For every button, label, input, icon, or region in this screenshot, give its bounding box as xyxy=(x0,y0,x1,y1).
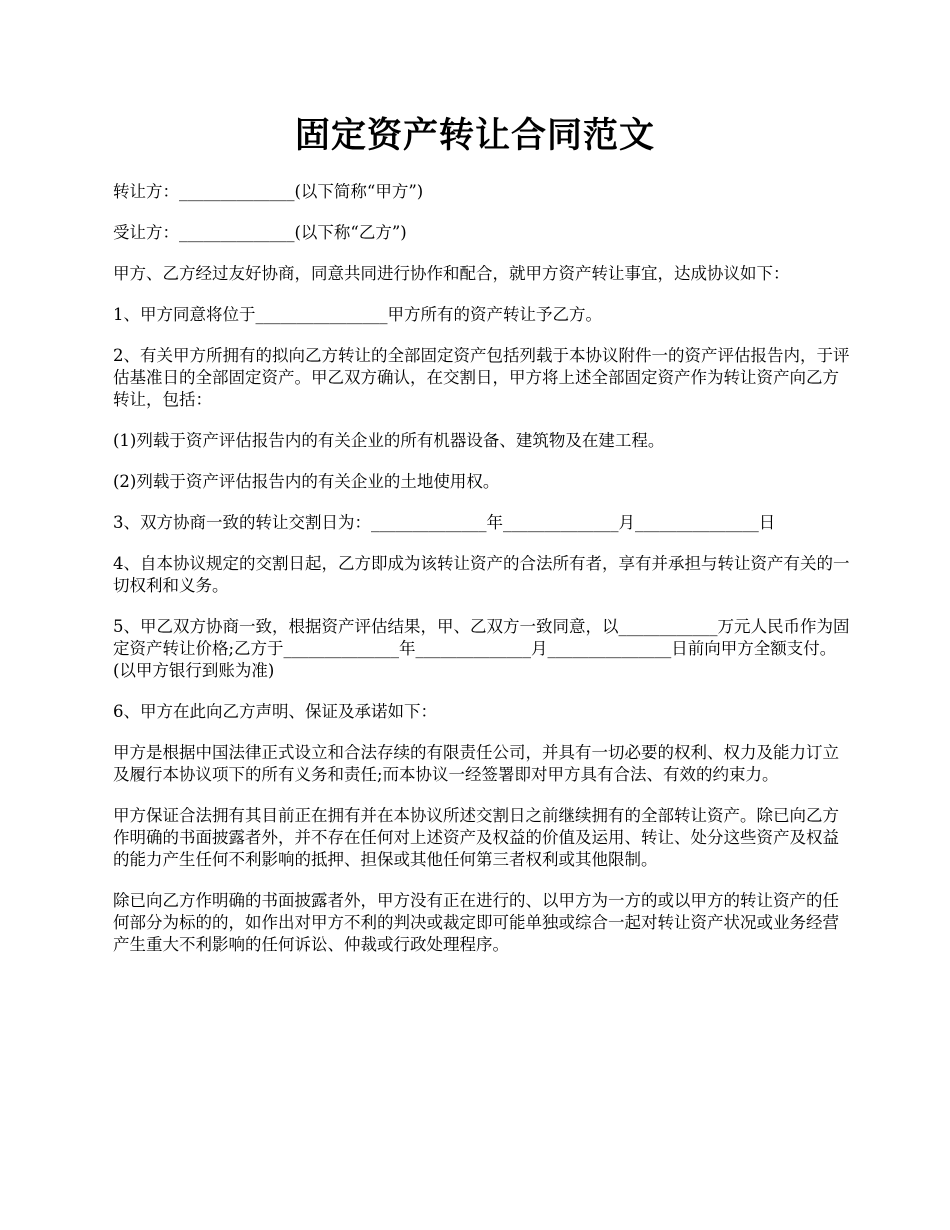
clause-6: 6、甲方在此向乙方声明、保证及承诺如下： xyxy=(113,702,437,721)
clause-2-item-1: (1)列载于资产评估报告内的有关企业的所有机器设备、建筑物及在建工程。 xyxy=(113,431,665,450)
preamble-paragraph: 甲方、乙方经过友好协商，同意共同进行协作和配合，就甲方资产转让事宜，达成协议如下： xyxy=(113,264,790,283)
clause-1: 1、甲方同意将位于________________甲方所有的资产转让予乙方。 xyxy=(113,305,602,324)
transferee-line: 受让方：______________(以下称“乙方”) xyxy=(113,223,407,242)
clause-2-item-2: (2)列载于资产评估报告内的有关企业的土地使用权。 xyxy=(113,472,500,491)
clause-6-statement-2: 甲方保证合法拥有其目前正在拥有并在本协议所述交割日之前继续拥有的全部转让资产。除已向乙方作明确的书面披露者外，并不存在任何对上述资产及权益的价值及运用、转让、处分这些资产及权益的能力产生任何不利影响的抵押、担保或其他任何第三者权利或其他限制。 xyxy=(113,806,839,869)
clause-5: 5、甲乙双方协商一致，根据资产评估结果，甲、乙双方一致同意，以____________万元人民币作为固定资产转让价格;乙方于______________年______________月_______________日前向甲方全额支付。(以甲方银行到账为准) xyxy=(113,617,850,680)
clause-6-statement-3: 除已向乙方作明确的书面披露者外，甲方没有正在进行的、以甲方为一方的或以甲方的转让资产的任何部分为标的的，如作出对甲方不利的判决或裁定即可能单独或综合一起对转让资产状况或业务经营产生重大不利影响的任何诉讼、仲裁或行政处理程序。 xyxy=(113,891,839,954)
document-body xyxy=(113,181,853,975)
transferor-line: 转让方：______________(以下简称“甲方”) xyxy=(113,182,424,201)
clause-4: 4、自本协议规定的交割日起，乙方即成为该转让资产的合法所有者，享有并承担与转让资产有关的一切权利和义务。 xyxy=(113,554,850,595)
clause-3: 3、双方协商一致的转让交割日为：______________年______________月_______________日 xyxy=(113,513,776,532)
clause-6-statement-1: 甲方是根据中国法律正式设立和合法存续的有限责任公司，并具有一切必要的权利、权力及能力订立及履行本协议项下的所有义务和责任;而本协议一经签署即对甲方具有合法、有效的约束力。 xyxy=(113,743,839,784)
clause-2: 2、有关甲方所拥有的拟向乙方转让的全部固定资产包括列载于本协议附件一的资产评估报告内，于评估基准日的全部固定资产。甲乙双方确认，在交割日，甲方将上述全部固定资产作为转让资产向乙方转让，包括： xyxy=(113,346,850,409)
document-title: 固定资产转让合同范文 xyxy=(294,115,655,156)
